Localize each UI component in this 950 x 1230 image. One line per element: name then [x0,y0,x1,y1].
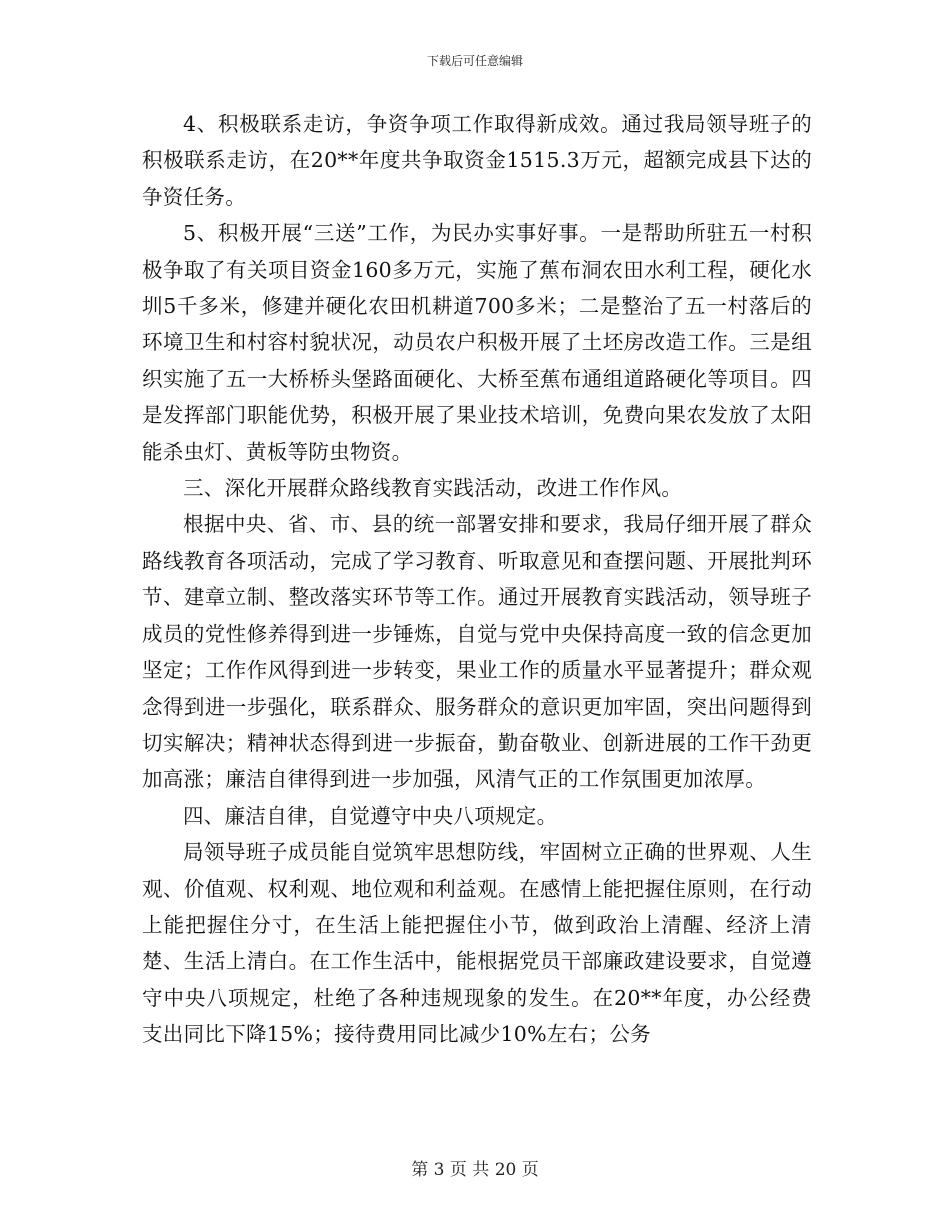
page-number-footer: 第 3 页 共 20 页 [411,1160,539,1180]
document-body [142,106,812,1053]
section-heading-integrity: 四、廉洁自律，自觉遵守中央八项规定。 [183,803,558,828]
page-header-note: 下载后可任意编辑 [426,54,523,68]
section-heading-mass-line: 三、深化开展群众路线教育实践活动，改进工作作风。 [183,476,683,501]
paragraph-integrity: 局领导班子成员能自觉筑牢思想防线，牢固树立正确的世界观、人生观、价值观、权利观、地位观和利益观。在感情上能把握住原则，在行动上能把握住分寸，在生活上能把握住小节，做到政治上清醒、经济上清楚、生活上清白。在工作生活中，能根据党员干部廉政建设要求，自觉遵守中央八项规定，杜绝了各种违规现象的发生。在20**年度，办公经费支出同比下降15%；接待费用同比减少10%左右；公务 [142,840,812,1047]
paragraph-mass-line-activities: 根据中央、省、市、县的统一部署安排和要求，我局仔细开展了群众路线教育各项活动，完成了学习教育、听取意见和查摆问题、开展批判环节、建章立制、整改落实环节等工作。通过开展教育实践活动，领导班子成员的党性修养得到进一步锤炼，自觉与党中央保持高度一致的信念更加坚定；工作作风得到进一步转变，果业工作的质量水平显著提升；群众观念得到进一步强化，联系群众、服务群众的意识更加牢固，突出问题得到切实解决；精神状态得到进一步振奋，勤奋敬业、创新进展的工作干劲更加高涨；廉洁自律得到进一步加强，风清气正的工作氛围更加浓厚。 [142,512,812,792]
paragraph-three-sends: 5、积极开展“三送”工作，为民办实事好事。一是帮助所驻五一村积极争取了有关项目资金160多万元，实施了蕉布洞农田水利工程，硬化水圳5千多米，修建并硬化农田机耕道700多米；二是整治了五一村落后的环境卫生和村容村貌状况，动员农户积极开展了土坯房改造工作。三是组织实施了五一大桥桥头堡路面硬化、大桥至蕉布通组道路硬化等项目。四是发挥部门职能优势，积极开展了果业技术培训，免费向果农发放了太阳能杀虫灯、黄板等防虫物资。 [142,221,812,464]
paragraph-fundraising: 4、积极联系走访，争资争项工作取得新成效。通过我局领导班子的积极联系走访，在20**年度共争取资金1515.3万元，超额完成县下达的争资任务。 [142,112,812,209]
